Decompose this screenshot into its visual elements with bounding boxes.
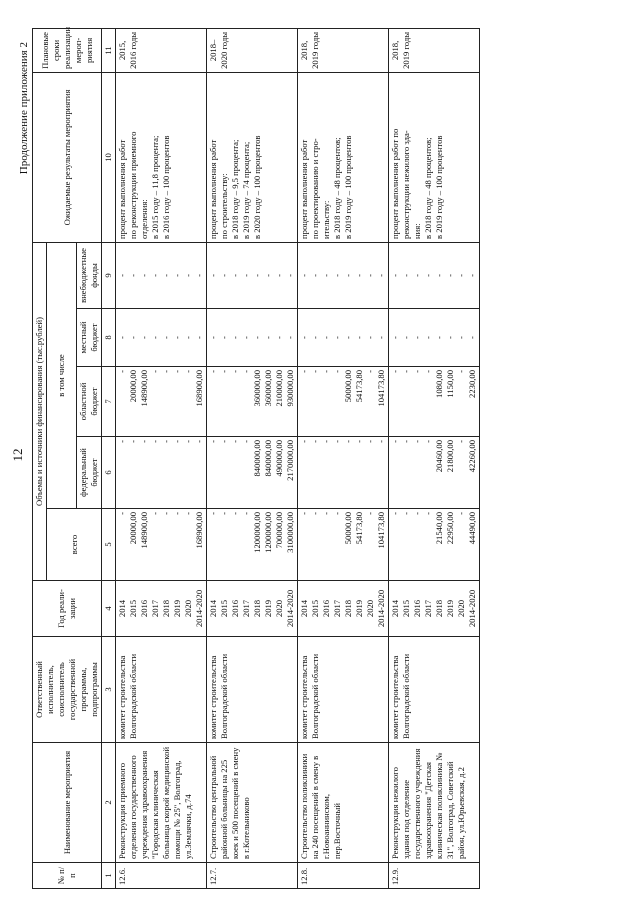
- local-value: -: [376, 336, 386, 339]
- local-value: -: [139, 336, 149, 339]
- year-value: 2014-2020: [376, 589, 386, 628]
- year-value: 2016: [321, 599, 331, 618]
- result-line: процент выполнения работ: [299, 139, 309, 239]
- result-line: по строительству:: [219, 173, 229, 239]
- offbudget-value: -: [285, 274, 295, 277]
- planned-terms: 2018–2020 годы: [207, 28, 298, 72]
- regional-value: 1150,00: [445, 370, 455, 398]
- header-offbudget: внебюджетные фонды: [77, 242, 102, 308]
- regional-cell: [298, 367, 389, 437]
- offbudget-value: -: [263, 274, 273, 277]
- total-value: 1200000,00: [263, 512, 273, 553]
- federal-value: -: [354, 440, 364, 443]
- local-value: -: [445, 336, 455, 339]
- col-number: 8: [102, 309, 116, 367]
- federal-value: 840000,00: [263, 440, 273, 477]
- federal-value: -: [117, 440, 127, 443]
- local-value: -: [117, 336, 127, 339]
- federal-cell: [389, 437, 480, 509]
- offbudget-cell: [298, 242, 389, 308]
- federal-value: 2170000,00: [285, 440, 295, 481]
- total-value: -: [423, 512, 433, 515]
- row-number: 12.9.: [389, 863, 480, 889]
- year-value: 2016: [230, 599, 240, 618]
- year-value: 2015: [401, 599, 411, 618]
- year-value: 2018: [252, 599, 262, 618]
- year-value: 2019: [172, 599, 182, 618]
- funding-table: [32, 28, 480, 889]
- regional-cell: [116, 367, 207, 437]
- total-value: -: [183, 512, 193, 515]
- federal-value: -: [321, 440, 331, 443]
- offbudget-value: -: [241, 274, 251, 277]
- local-value: -: [467, 336, 477, 339]
- regional-value: 360000,00: [263, 370, 273, 407]
- planned-terms: 2015, 2016 годы: [116, 28, 207, 72]
- row-number: 12.7.: [207, 863, 298, 889]
- total-value: 148900,00: [139, 512, 149, 549]
- local-value: -: [219, 336, 229, 339]
- regional-value: -: [241, 370, 251, 373]
- regional-value: -: [117, 370, 127, 373]
- executor-name: комитет строительства Волгоградской области: [298, 637, 389, 743]
- executor-name: комитет строительства Волгоградской области: [116, 637, 207, 743]
- year-value: 2017: [241, 599, 251, 618]
- result-line: в 2018 году – 48 процентов;: [423, 137, 433, 239]
- offbudget-cell: [116, 242, 207, 308]
- year-value: 2014-2020: [194, 589, 204, 628]
- header-results: Ожидаемые результаты мероприятия: [33, 72, 102, 242]
- year-value: 2019: [263, 599, 273, 618]
- year-value: 2014-2020: [467, 589, 477, 628]
- offbudget-cell: [207, 242, 298, 308]
- result-line: в 2019 году – 100 процентов: [434, 135, 444, 239]
- table-row: [298, 28, 389, 888]
- federal-value: 490000,00: [274, 440, 284, 477]
- table-row: [116, 28, 207, 888]
- expected-result: [389, 72, 480, 242]
- header-total: всего: [47, 509, 102, 581]
- regional-value: -: [332, 370, 342, 373]
- page-number: 12: [10, 448, 25, 462]
- offbudget-value: -: [365, 274, 375, 277]
- total-value: -: [230, 512, 240, 515]
- col-number: 6: [102, 437, 116, 509]
- regional-value: -: [183, 370, 193, 373]
- total-value: -: [241, 512, 251, 515]
- offbudget-value: -: [172, 274, 182, 277]
- result-line: по проектированию и стро-: [310, 138, 320, 239]
- federal-value: -: [208, 440, 218, 443]
- result-line: процент выполнения работ: [208, 139, 218, 239]
- regional-value: 360000,00: [252, 370, 262, 407]
- regional-value: -: [299, 370, 309, 373]
- federal-value: -: [310, 440, 320, 443]
- header-executor: Ответственный исполнитель, соисполнитель государственной программы, подпрограммы: [33, 637, 102, 743]
- result-line: в 2018 году – 48 процентов;: [332, 137, 342, 239]
- regional-cell: [207, 367, 298, 437]
- table-row: [389, 28, 480, 888]
- year-value: 2015: [128, 599, 138, 618]
- total-value: -: [150, 512, 160, 515]
- year-value: 2014: [117, 599, 127, 618]
- federal-value: -: [401, 440, 411, 443]
- offbudget-value: -: [161, 274, 171, 277]
- federal-value: -: [365, 440, 375, 443]
- offbudget-value: -: [390, 274, 400, 277]
- local-cell: [116, 309, 207, 367]
- federal-value: -: [412, 440, 422, 443]
- federal-cell: [116, 437, 207, 509]
- header-regional: областной бюджет: [77, 367, 102, 437]
- years-cell: [298, 581, 389, 637]
- federal-value: -: [194, 440, 204, 443]
- regional-value: 2230,00: [467, 370, 477, 398]
- federal-value: 20460,00: [434, 440, 444, 473]
- row-number: 12.6.: [116, 863, 207, 889]
- header-federal: федеральный бюджет: [77, 437, 102, 509]
- federal-value: -: [456, 440, 466, 443]
- result-line: по реконструкции приемного: [128, 131, 138, 239]
- local-cell: [389, 309, 480, 367]
- local-value: -: [321, 336, 331, 339]
- executor-name: комитет строительства Волгоградской области: [207, 637, 298, 743]
- planned-terms: 2018, 2019 годы: [389, 28, 480, 72]
- offbudget-value: -: [445, 274, 455, 277]
- col-number: 4: [102, 581, 116, 637]
- year-value: 2018: [343, 599, 353, 618]
- local-value: -: [332, 336, 342, 339]
- federal-value: -: [241, 440, 251, 443]
- total-value: -: [310, 512, 320, 515]
- federal-value: -: [183, 440, 193, 443]
- total-value: 700000,00: [274, 512, 284, 549]
- local-value: -: [310, 336, 320, 339]
- offbudget-value: -: [208, 274, 218, 277]
- local-value: -: [263, 336, 273, 339]
- local-value: -: [252, 336, 262, 339]
- header-name: Наименование мероприятия: [33, 743, 102, 863]
- regional-value: 20000,00: [128, 370, 138, 403]
- regional-value: 148900,00: [139, 370, 149, 407]
- regional-value: -: [230, 370, 240, 373]
- regional-value: 168900,00: [194, 370, 204, 407]
- offbudget-value: -: [299, 274, 309, 277]
- years-cell: [116, 581, 207, 637]
- result-line: отделения:: [139, 199, 149, 239]
- year-value: 2020: [365, 599, 375, 618]
- regional-value: -: [161, 370, 171, 373]
- local-value: -: [183, 336, 193, 339]
- regional-value: -: [456, 370, 466, 373]
- total-value: -: [412, 512, 422, 515]
- total-value: 22950,00: [445, 512, 455, 545]
- regional-value: -: [219, 370, 229, 373]
- local-value: -: [241, 336, 251, 339]
- local-value: -: [208, 336, 218, 339]
- col-number: 11: [102, 28, 116, 72]
- federal-value: -: [332, 440, 342, 443]
- total-value: -: [161, 512, 171, 515]
- expected-result: [298, 72, 389, 242]
- total-value: 20000,00: [128, 512, 138, 545]
- col-number: 3: [102, 637, 116, 743]
- year-value: 2017: [150, 599, 160, 618]
- offbudget-value: -: [321, 274, 331, 277]
- federal-value: -: [299, 440, 309, 443]
- total-value: -: [117, 512, 127, 515]
- local-value: -: [412, 336, 422, 339]
- offbudget-value: -: [412, 274, 422, 277]
- year-value: 2019: [445, 599, 455, 618]
- regional-value: -: [321, 370, 331, 373]
- total-cell: [298, 509, 389, 581]
- federal-value: -: [390, 440, 400, 443]
- activity-name: Строительство центральной районной больницы на 225 коек и 500 посещений в смену в г.Котельниково: [207, 743, 298, 863]
- regional-value: 50000,00: [343, 370, 353, 403]
- offbudget-cell: [389, 242, 480, 308]
- col-number: 1: [102, 863, 116, 889]
- offbudget-value: -: [252, 274, 262, 277]
- offbudget-value: -: [467, 274, 477, 277]
- local-value: -: [194, 336, 204, 339]
- local-value: -: [434, 336, 444, 339]
- col-number: 2: [102, 743, 116, 863]
- activity-name: Реконструкция приемного отделения государственного учреждения здравоохранения "Городская клиническая больница скорой медицинской помощи № 25", Волгоград, ул.Землячки, д.74: [116, 743, 207, 863]
- offbudget-value: -: [401, 274, 411, 277]
- offbudget-value: -: [117, 274, 127, 277]
- local-value: -: [423, 336, 433, 339]
- regional-cell: [389, 367, 480, 437]
- total-value: -: [172, 512, 182, 515]
- offbudget-value: -: [150, 274, 160, 277]
- federal-value: -: [343, 440, 353, 443]
- result-line: реконструкции нежилого зда-: [401, 130, 411, 239]
- federal-value: -: [230, 440, 240, 443]
- year-value: 2016: [412, 599, 422, 618]
- header-local: местный бюджет: [77, 309, 102, 367]
- total-cell: [207, 509, 298, 581]
- total-value: -: [219, 512, 229, 515]
- total-value: -: [365, 512, 375, 515]
- local-cell: [298, 309, 389, 367]
- row-number: 12.8.: [298, 863, 389, 889]
- federal-value: -: [172, 440, 182, 443]
- local-value: -: [456, 336, 466, 339]
- col-number: 9: [102, 242, 116, 308]
- total-value: 1200000,00: [252, 512, 262, 553]
- header-funding: Объемы и источники финансирования (тыс.рублей): [33, 242, 47, 580]
- total-value: 44490,00: [467, 512, 477, 545]
- offbudget-value: -: [139, 274, 149, 277]
- offbudget-value: -: [183, 274, 193, 277]
- total-value: 54173,80: [354, 512, 364, 545]
- offbudget-value: -: [434, 274, 444, 277]
- total-value: -: [321, 512, 331, 515]
- col-number: 5: [102, 509, 116, 581]
- result-line: процент выполнения работ по: [390, 128, 400, 239]
- result-line: в 2015 году – 11,8 процента;: [150, 135, 160, 239]
- total-value: -: [456, 512, 466, 515]
- column-number-row: [102, 28, 116, 888]
- col-number: 7: [102, 367, 116, 437]
- local-value: -: [230, 336, 240, 339]
- offbudget-value: -: [219, 274, 229, 277]
- regional-value: 1080,00: [434, 370, 444, 398]
- year-value: 2020: [183, 599, 193, 618]
- header-terms: Плановые сроки реализации мероп- риятия: [33, 28, 102, 72]
- header-no: № п/п: [33, 863, 102, 889]
- col-number: 10: [102, 72, 116, 242]
- total-value: -: [390, 512, 400, 515]
- local-value: -: [150, 336, 160, 339]
- total-cell: [116, 509, 207, 581]
- total-cell: [389, 509, 480, 581]
- federal-value: -: [161, 440, 171, 443]
- federal-value: -: [219, 440, 229, 443]
- local-value: -: [172, 336, 182, 339]
- regional-value: -: [208, 370, 218, 373]
- local-value: -: [343, 336, 353, 339]
- result-line: процент выполнения работ: [117, 139, 127, 239]
- offbudget-value: -: [456, 274, 466, 277]
- year-value: 2014-2020: [285, 589, 295, 628]
- year-value: 2018: [434, 599, 444, 618]
- regional-value: -: [310, 370, 320, 373]
- years-cell: [389, 581, 480, 637]
- year-value: 2020: [274, 599, 284, 618]
- activity-name: Реконструкция нежилого здания под отделение государственного учреждения здравоохранения "Детская клиническая поликлиника № 31", Волгоград, Советский район, ул.Юрьевская, д.2: [389, 743, 480, 863]
- total-value: 21540,00: [434, 512, 444, 545]
- federal-value: -: [139, 440, 149, 443]
- year-value: 2018: [161, 599, 171, 618]
- activity-name: Строительство поликлиники на 240 посещений в смену в г.Новоаннинском, пер.Восточный: [298, 743, 389, 863]
- federal-value: -: [150, 440, 160, 443]
- offbudget-value: -: [343, 274, 353, 277]
- result-line: ительству:: [321, 200, 331, 239]
- year-value: 2014: [390, 599, 400, 618]
- total-value: -: [208, 512, 218, 515]
- years-cell: [207, 581, 298, 637]
- year-value: 2017: [332, 599, 342, 618]
- result-line: в 2019 году – 74 процента;: [241, 141, 251, 239]
- expected-result: [207, 72, 298, 242]
- federal-value: -: [423, 440, 433, 443]
- regional-value: -: [365, 370, 375, 373]
- regional-value: 104173,80: [376, 370, 386, 407]
- local-value: -: [390, 336, 400, 339]
- federal-cell: [298, 437, 389, 509]
- local-value: -: [299, 336, 309, 339]
- federal-value: 840000,00: [252, 440, 262, 477]
- total-value: 168900,00: [194, 512, 204, 549]
- year-value: 2014: [208, 599, 218, 618]
- offbudget-value: -: [274, 274, 284, 277]
- header-year: Год реали- зации: [33, 581, 102, 637]
- result-line: в 2020 году – 100 процентов: [252, 135, 262, 239]
- regional-value: 930000,00: [285, 370, 295, 407]
- local-value: -: [128, 336, 138, 339]
- expected-result: [116, 72, 207, 242]
- local-value: -: [285, 336, 295, 339]
- regional-value: -: [412, 370, 422, 373]
- federal-value: -: [376, 440, 386, 443]
- total-value: -: [299, 512, 309, 515]
- total-value: 3100000,00: [285, 512, 295, 553]
- year-value: 2015: [310, 599, 320, 618]
- year-value: 2020: [456, 599, 466, 618]
- year-value: 2016: [139, 599, 149, 618]
- regional-value: 54173,80: [354, 370, 364, 403]
- planned-terms: 2018, 2019 годы: [298, 28, 389, 72]
- federal-value: 21800,00: [445, 440, 455, 473]
- offbudget-value: -: [128, 274, 138, 277]
- regional-value: -: [423, 370, 433, 373]
- total-value: -: [401, 512, 411, 515]
- total-value: -: [332, 512, 342, 515]
- regional-value: -: [172, 370, 182, 373]
- result-line: ния:: [412, 223, 422, 239]
- offbudget-value: -: [376, 274, 386, 277]
- year-value: 2014: [299, 599, 309, 618]
- appendix-caption: Продолжение приложения 2: [18, 42, 30, 175]
- total-value: 104173,80: [376, 512, 386, 549]
- regional-value: -: [401, 370, 411, 373]
- local-value: -: [274, 336, 284, 339]
- federal-value: 42260,00: [467, 440, 477, 473]
- offbudget-value: -: [230, 274, 240, 277]
- result-line: в 2018 году – 9,5 процента;: [230, 139, 240, 239]
- local-cell: [207, 309, 298, 367]
- regional-value: -: [390, 370, 400, 373]
- local-value: -: [161, 336, 171, 339]
- local-value: -: [401, 336, 411, 339]
- total-value: 50000,00: [343, 512, 353, 545]
- federal-cell: [207, 437, 298, 509]
- header-incl: в том числе: [47, 242, 77, 508]
- executor-name: комитет строительства Волгоградской области: [389, 637, 480, 743]
- offbudget-value: -: [194, 274, 204, 277]
- federal-value: -: [128, 440, 138, 443]
- table-row: [207, 28, 298, 888]
- offbudget-value: -: [332, 274, 342, 277]
- local-value: -: [354, 336, 364, 339]
- regional-value: 210000,00: [274, 370, 284, 407]
- local-value: -: [365, 336, 375, 339]
- year-value: 2019: [354, 599, 364, 618]
- year-value: 2017: [423, 599, 433, 618]
- result-line: в 2019 году – 100 процентов: [343, 135, 353, 239]
- regional-value: -: [150, 370, 160, 373]
- offbudget-value: -: [310, 274, 320, 277]
- offbudget-value: -: [423, 274, 433, 277]
- year-value: 2015: [219, 599, 229, 618]
- result-line: в 2016 году – 100 процентов: [161, 135, 171, 239]
- offbudget-value: -: [354, 274, 364, 277]
